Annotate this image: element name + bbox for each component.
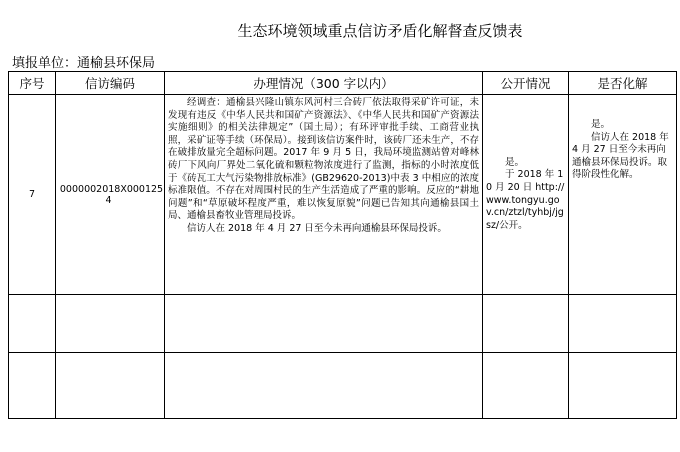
empty-cell <box>56 353 165 419</box>
cell-process <box>165 95 483 295</box>
reporting-unit: 填报单位：通榆县环保局 <box>12 56 156 71</box>
header-resolved: 是否化解 <box>569 72 677 95</box>
empty-cell <box>9 295 56 353</box>
public-detail: 于 2018 年 10 月 20 日 http://www.tongyu.gov.cn/ztzl/tyhbj/jgsz/公开。 <box>486 169 565 231</box>
empty-cell <box>569 353 677 419</box>
empty-cell <box>569 295 677 353</box>
empty-cell <box>483 353 569 419</box>
header-process: 办理情况（300 字以内） <box>165 72 483 95</box>
empty-cell <box>165 353 483 419</box>
empty-cell <box>165 295 483 353</box>
cell-resolved <box>569 95 677 295</box>
empty-row <box>9 295 677 353</box>
header-code: 信访编码 <box>56 72 165 95</box>
empty-cell <box>483 295 569 353</box>
table-row <box>9 95 677 295</box>
empty-cell <box>9 353 56 419</box>
process-paragraph: 信访人在 2018 年 4 月 27 日至今未再向通榆县环保局投诉。 <box>187 222 447 234</box>
cell-code <box>56 95 165 295</box>
cell-seq: 7 <box>9 95 56 295</box>
header-row <box>9 72 677 95</box>
resolved-detail: 信访人在 2018 年 4 月 27 日至今未再向通榆县环保局投诉。取得阶段性化解。 <box>572 131 669 181</box>
petition-code: 0000002018X0001254 <box>59 183 164 206</box>
public-status: 是。 <box>505 156 525 168</box>
resolved-status: 是。 <box>591 119 611 130</box>
empty-cell <box>56 295 165 353</box>
feedback-table <box>8 71 677 419</box>
header-public: 公开情况 <box>483 72 569 95</box>
header-seq: 序号 <box>9 72 56 95</box>
cell-public <box>483 95 569 295</box>
document-title: 生态环境领域重点信访矛盾化解督查反馈表 <box>237 22 523 40</box>
process-paragraph: 经调查：通榆县兴隆山镇东风河村三合砖厂依法取得采矿许可证，未发现有违反《中华人民共和国矿产资源法》、《中华人民共和国矿产资源法实施细则》的相关法律规定”（国土局）；有环评审批手续、工商营业执照，采矿证等手续（环保局）。接到该信访案件时，该砖厂还未生产，不存在破排放量完全超标问题。2017 年 9 月 5 日，我局环境监测站曾对峰林砖厂下风向厂界处二氧化硫和颗粒物浓度进行了监测，指标的小时浓度低于《砖瓦工大气污染物排放标准》(GB29620-2013)中表 3 中相应的浓度标准限值。不存在对周围村民的生产生活造成了严重的影响。反应的“耕地问题”和“草原破坏程度严重，难以恢复原貌”问题已告知其向通榆县国土局、通榆县畜牧业管理局投诉。 <box>168 97 479 222</box>
empty-row <box>9 353 677 419</box>
